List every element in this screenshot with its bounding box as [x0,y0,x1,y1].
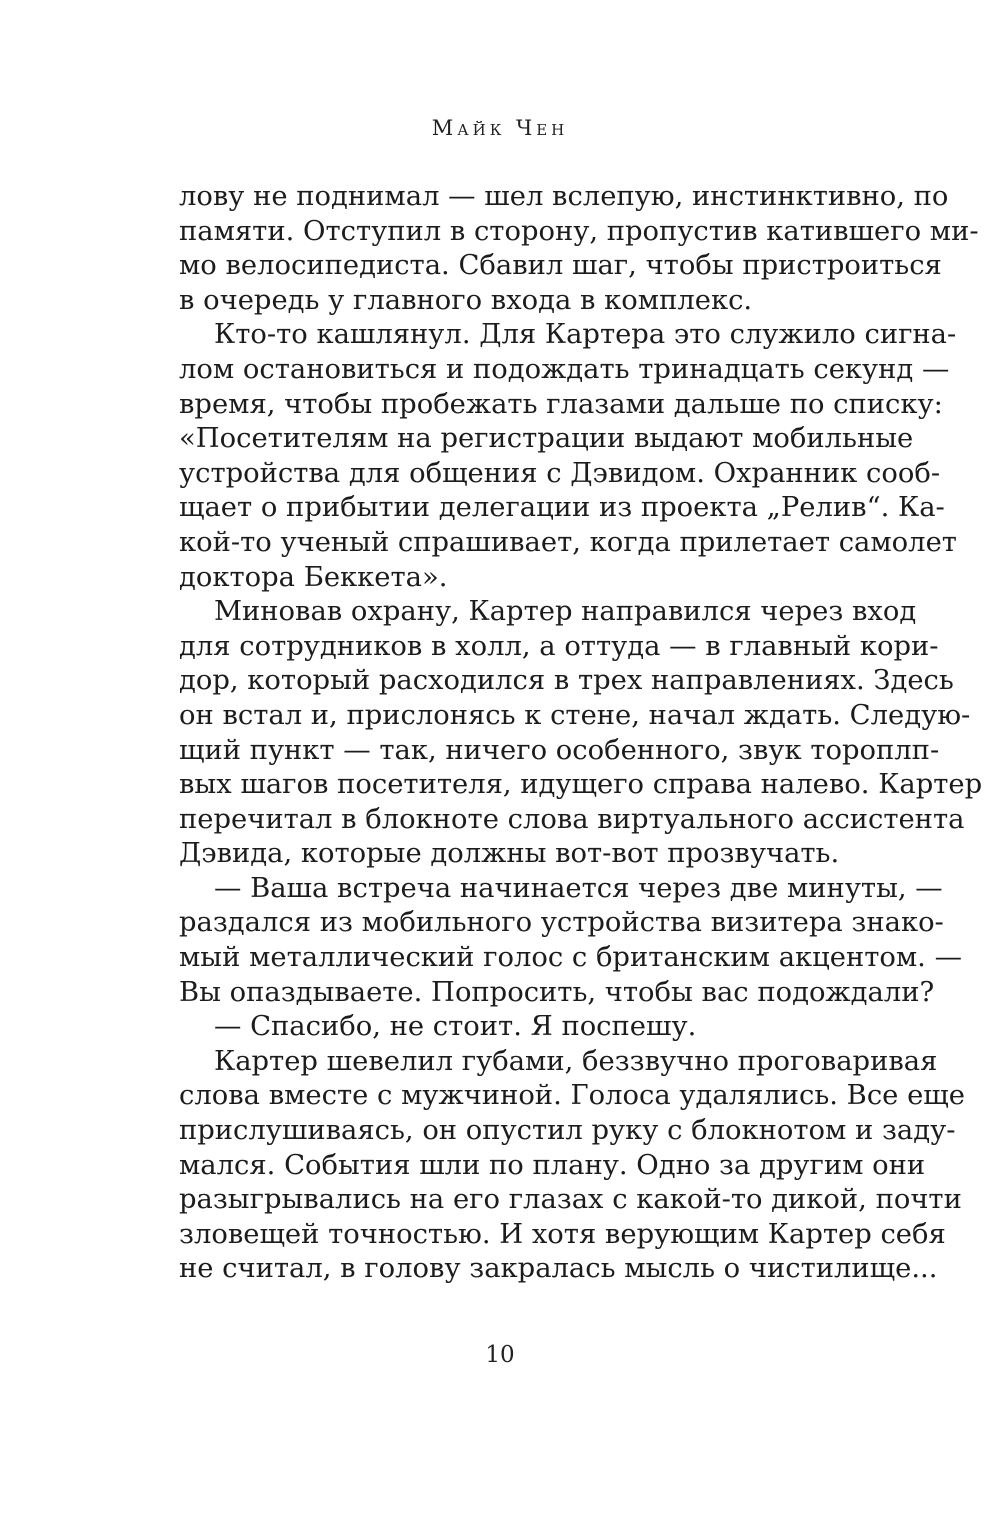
text-line: щий пункт — так, ничего особенного, звук тороплп- [179,734,940,766]
text-line: Миновав охрану, Картер направился через вход [214,596,917,628]
text-line: Картер шевелил губами, беззвучно проговаривая [214,1045,938,1077]
text-line: мо велосипедиста. Сбавил шаг, чтобы пристроиться [179,250,942,282]
text-line: зловещей точностью. И хотя верующим Картер себя [179,1218,946,1250]
text-line: Вы опаздываете. Попросить, чтобы вас подождали? [179,976,935,1008]
text-line: памяти. Отступил в сторону, пропустив катившего ми- [179,215,979,247]
text-line: «Посетителям на регистрации выдают мобильные [179,423,914,455]
text-line: в очередь у главного входа в комплекс. [179,284,753,316]
body-text [179,180,983,1287]
page-number: 10 [485,1342,515,1368]
text-line: Кто-то кашлянул. Для Картера это служило сигна- [214,319,957,351]
text-line: Дэвида, которые должны вот-вот прозвучать. [179,838,840,870]
text-line: раздался из мобильного устройства визитера знако- [179,907,944,939]
running-head-author: Майк Чен [431,116,569,140]
text-line: устройства для общения с Дэвидом. Охранник сооб- [179,457,941,489]
text-line: он встал и, прислонясь к стене, начал ждать. Следую- [179,699,971,731]
dialogue-paragraph [179,872,962,1010]
text-line: время, чтобы пробежать глазами дальше по списку: [179,388,943,420]
text-line: щает о прибытии делегации из проекта „Релив“. Ка- [179,492,945,524]
text-line: перечитал в блокноте слова виртуального ассистента [179,803,965,835]
text-line: разыгрывались на его глазах с какой-то дикой, почти [179,1184,962,1216]
paragraph [179,318,957,595]
text-line: прислушиваясь, он опустил руку с блокнотом и заду- [179,1115,956,1147]
text-line: вых шагов посетителя, идущего справа налево. Картер [179,769,983,801]
text-line: мый металлический голос с британским акцентом. — [179,942,962,974]
text-line: для сотрудников в холл, а оттуда — в главный кори- [179,630,939,662]
text-line: лову не поднимал — шел вслепую, инстинктивно, по [179,181,949,212]
text-line: — Спасибо, не стоит. Я поспешу. [214,1011,697,1043]
paragraph [179,1045,965,1287]
text-line: дор, который расходился в трех направлениях. Здесь [179,665,954,697]
dialogue-paragraph [179,1010,878,1045]
text-line: лом остановиться и подождать тринадцать секунд — [179,353,950,385]
text-line: мался. События шли по плану. Одно за другим они [179,1149,926,1181]
text-line: не считал, в голову закралась мысль о чистилище... [179,1253,938,1285]
text-line: кой-то ученый спрашивает, когда прилетает самолет [179,526,957,558]
text-line: доктора Беккета». [179,561,448,593]
text-line: — Ваша встреча начинается через две минуты, — [214,872,943,904]
paragraph [179,595,983,872]
paragraph [179,180,979,318]
text-line: слова вместе с мужчиной. Голоса удалялись. Все еще [179,1080,965,1112]
